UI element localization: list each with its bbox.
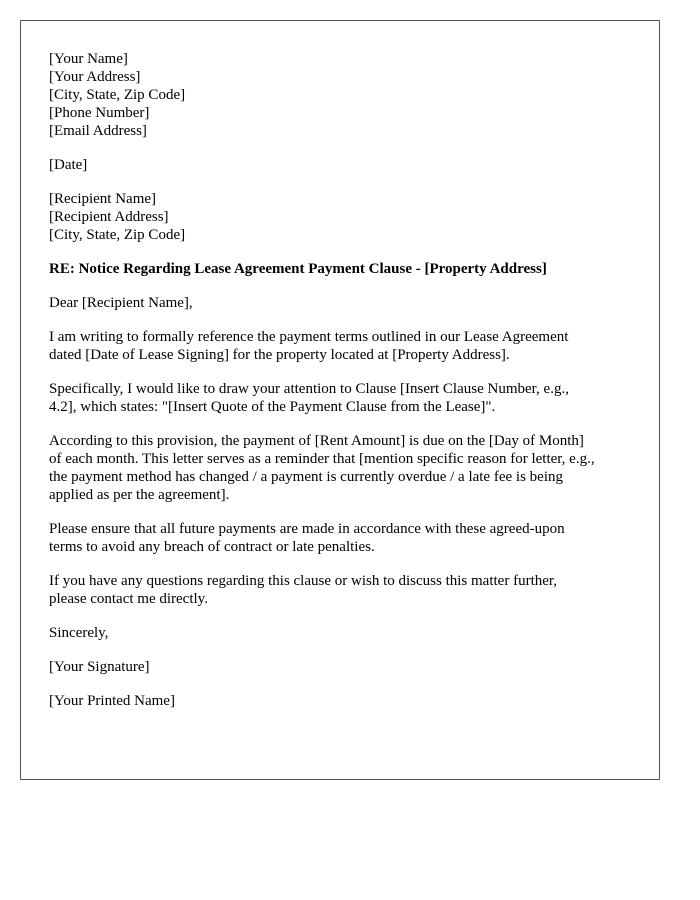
signature-placeholder: [Your Signature] <box>49 659 150 675</box>
subject-line: RE: Notice Regarding Lease Agreement Payment Clause - [Property Address] <box>49 261 547 277</box>
paragraph-line: the payment method has changed / a payment is currently overdue / a late fee is being <box>49 469 563 485</box>
recipient-name: [Recipient Name] <box>49 191 157 207</box>
paragraph-line: dated [Date of Lease Signing] for the property located at [Property Address]. <box>49 347 510 363</box>
sender-phone: [Phone Number] <box>49 105 150 121</box>
letter-date: [Date] <box>49 157 88 173</box>
paragraph-line: If you have any questions regarding this clause or wish to discuss this matter further, <box>49 573 558 589</box>
paragraph-line: According to this provision, the payment of [Rent Amount] is due on the [Day of Month] <box>49 433 584 449</box>
body-paragraph-3 <box>49 432 631 504</box>
closing: Sincerely, <box>49 625 109 641</box>
date-block <box>49 156 631 174</box>
printed-name: [Your Printed Name] <box>49 693 175 709</box>
sender-address: [Your Address] <box>49 69 141 85</box>
sender-block <box>49 50 631 140</box>
sender-email: [Email Address] <box>49 123 147 139</box>
recipient-address: [Recipient Address] <box>49 209 169 225</box>
paragraph-line: Please ensure that all future payments are made in accordance with these agreed-upon <box>49 521 565 537</box>
paragraph-line: Specifically, I would like to draw your attention to Clause [Insert Clause Number, e.g., <box>49 381 569 397</box>
salutation: Dear [Recipient Name], <box>49 295 193 311</box>
recipient-block <box>49 190 631 244</box>
paragraph-line: 4.2], which states: "[Insert Quote of the Payment Clause from the Lease]". <box>49 399 496 415</box>
paragraph-line: please contact me directly. <box>49 591 208 607</box>
body-paragraph-1 <box>49 328 631 364</box>
paragraph-line: I am writing to formally reference the payment terms outlined in our Lease Agreement <box>49 329 569 345</box>
paragraph-line: applied as per the agreement]. <box>49 487 230 503</box>
letter-document <box>20 20 660 780</box>
body-paragraph-4 <box>49 520 631 556</box>
recipient-city-state-zip: [City, State, Zip Code] <box>49 227 186 243</box>
body-paragraph-2 <box>49 380 631 416</box>
paragraph-line: of each month. This letter serves as a reminder that [mention specific reason for letter, e.g., <box>49 451 595 467</box>
sender-name: [Your Name] <box>49 51 128 67</box>
paragraph-line: terms to avoid any breach of contract or late penalties. <box>49 539 375 555</box>
body-paragraph-5 <box>49 572 631 608</box>
sender-city-state-zip: [City, State, Zip Code] <box>49 87 186 103</box>
